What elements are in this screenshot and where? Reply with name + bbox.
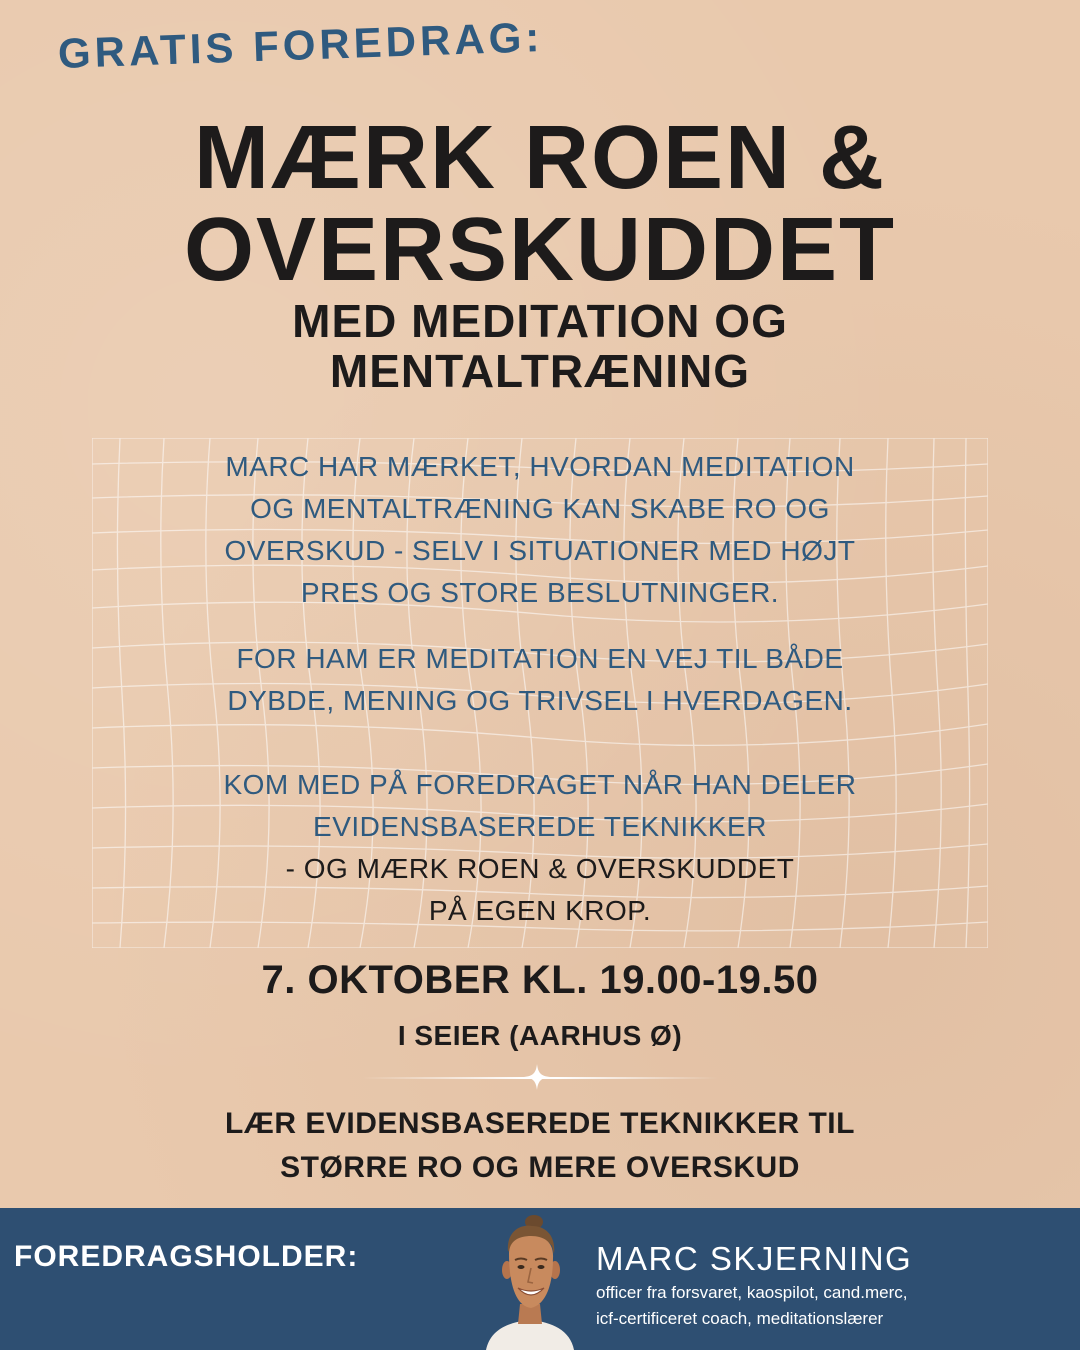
tagline — [0, 1102, 1080, 1190]
event-date-time: 7. OKTOBER KL. 19.00-19.50 — [261, 958, 819, 1002]
sparkle-icon — [524, 1064, 550, 1090]
subheadline-line-1: MED MEDITATION OG — [292, 295, 788, 347]
intro-paragraph — [0, 446, 1080, 614]
speaker-bio-line-1: officer fra forsvaret, kaospilot, cand.merc, — [596, 1283, 908, 1302]
invite-line: KOM MED PÅ FOREDRAGET NÅR HAN DELER — [223, 769, 857, 800]
intro-line: OVERSKUD - SELV I SITUATIONER MED HØJT — [224, 535, 856, 566]
speaker-label: FOREDRAGSHOLDER: — [14, 1240, 359, 1273]
invite-closing-line: - OG MÆRK ROEN & OVERSKUDDET — [285, 853, 795, 884]
headline-line-1: MÆRK ROEN & — [194, 108, 886, 208]
invite-line: EVIDENSBASEREDE TEKNIKKER — [313, 811, 767, 842]
tagline-line-2: STØRRE RO OG MERE OVERSKUD — [280, 1151, 800, 1184]
speaker-bio — [596, 1280, 1066, 1332]
intro-line: MARC HAR MÆRKET, HVORDAN MEDITATION — [225, 451, 855, 482]
headline-line-2: OVERSKUDDET — [183, 200, 897, 300]
event-venue: I SEIER (AARHUS Ø) — [397, 1020, 683, 1051]
meaning-paragraph — [0, 638, 1080, 722]
speaker-name: MARC SKJERNING — [596, 1240, 913, 1277]
intro-line: OG MENTALTRÆNING KAN SKABE RO OG — [250, 493, 830, 524]
meaning-line: DYBDE, MENING OG TRIVSEL I HVERDAGEN. — [227, 685, 853, 716]
eyebrow-label: GRATIS FOREDRAG: — [57, 13, 545, 77]
invite-closing-line: PÅ EGEN KROP. — [428, 895, 652, 926]
intro-line: PRES OG STORE BESLUTNINGER. — [300, 577, 780, 608]
tagline-line-1: LÆR EVIDENSBASEREDE TEKNIKKER TIL — [225, 1107, 855, 1140]
subheadline — [0, 296, 1080, 396]
subheadline-line-2: MENTALTRÆNING — [329, 345, 751, 397]
speaker-bio-line-2: icf-certificeret coach, meditationslærer — [596, 1309, 884, 1328]
invite-paragraph — [0, 764, 1080, 848]
meaning-line: FOR HAM ER MEDITATION EN VEJ TIL BÅDE — [236, 643, 844, 674]
avatar — [482, 1212, 578, 1350]
invite-closing — [0, 848, 1080, 932]
headline — [0, 108, 1080, 300]
